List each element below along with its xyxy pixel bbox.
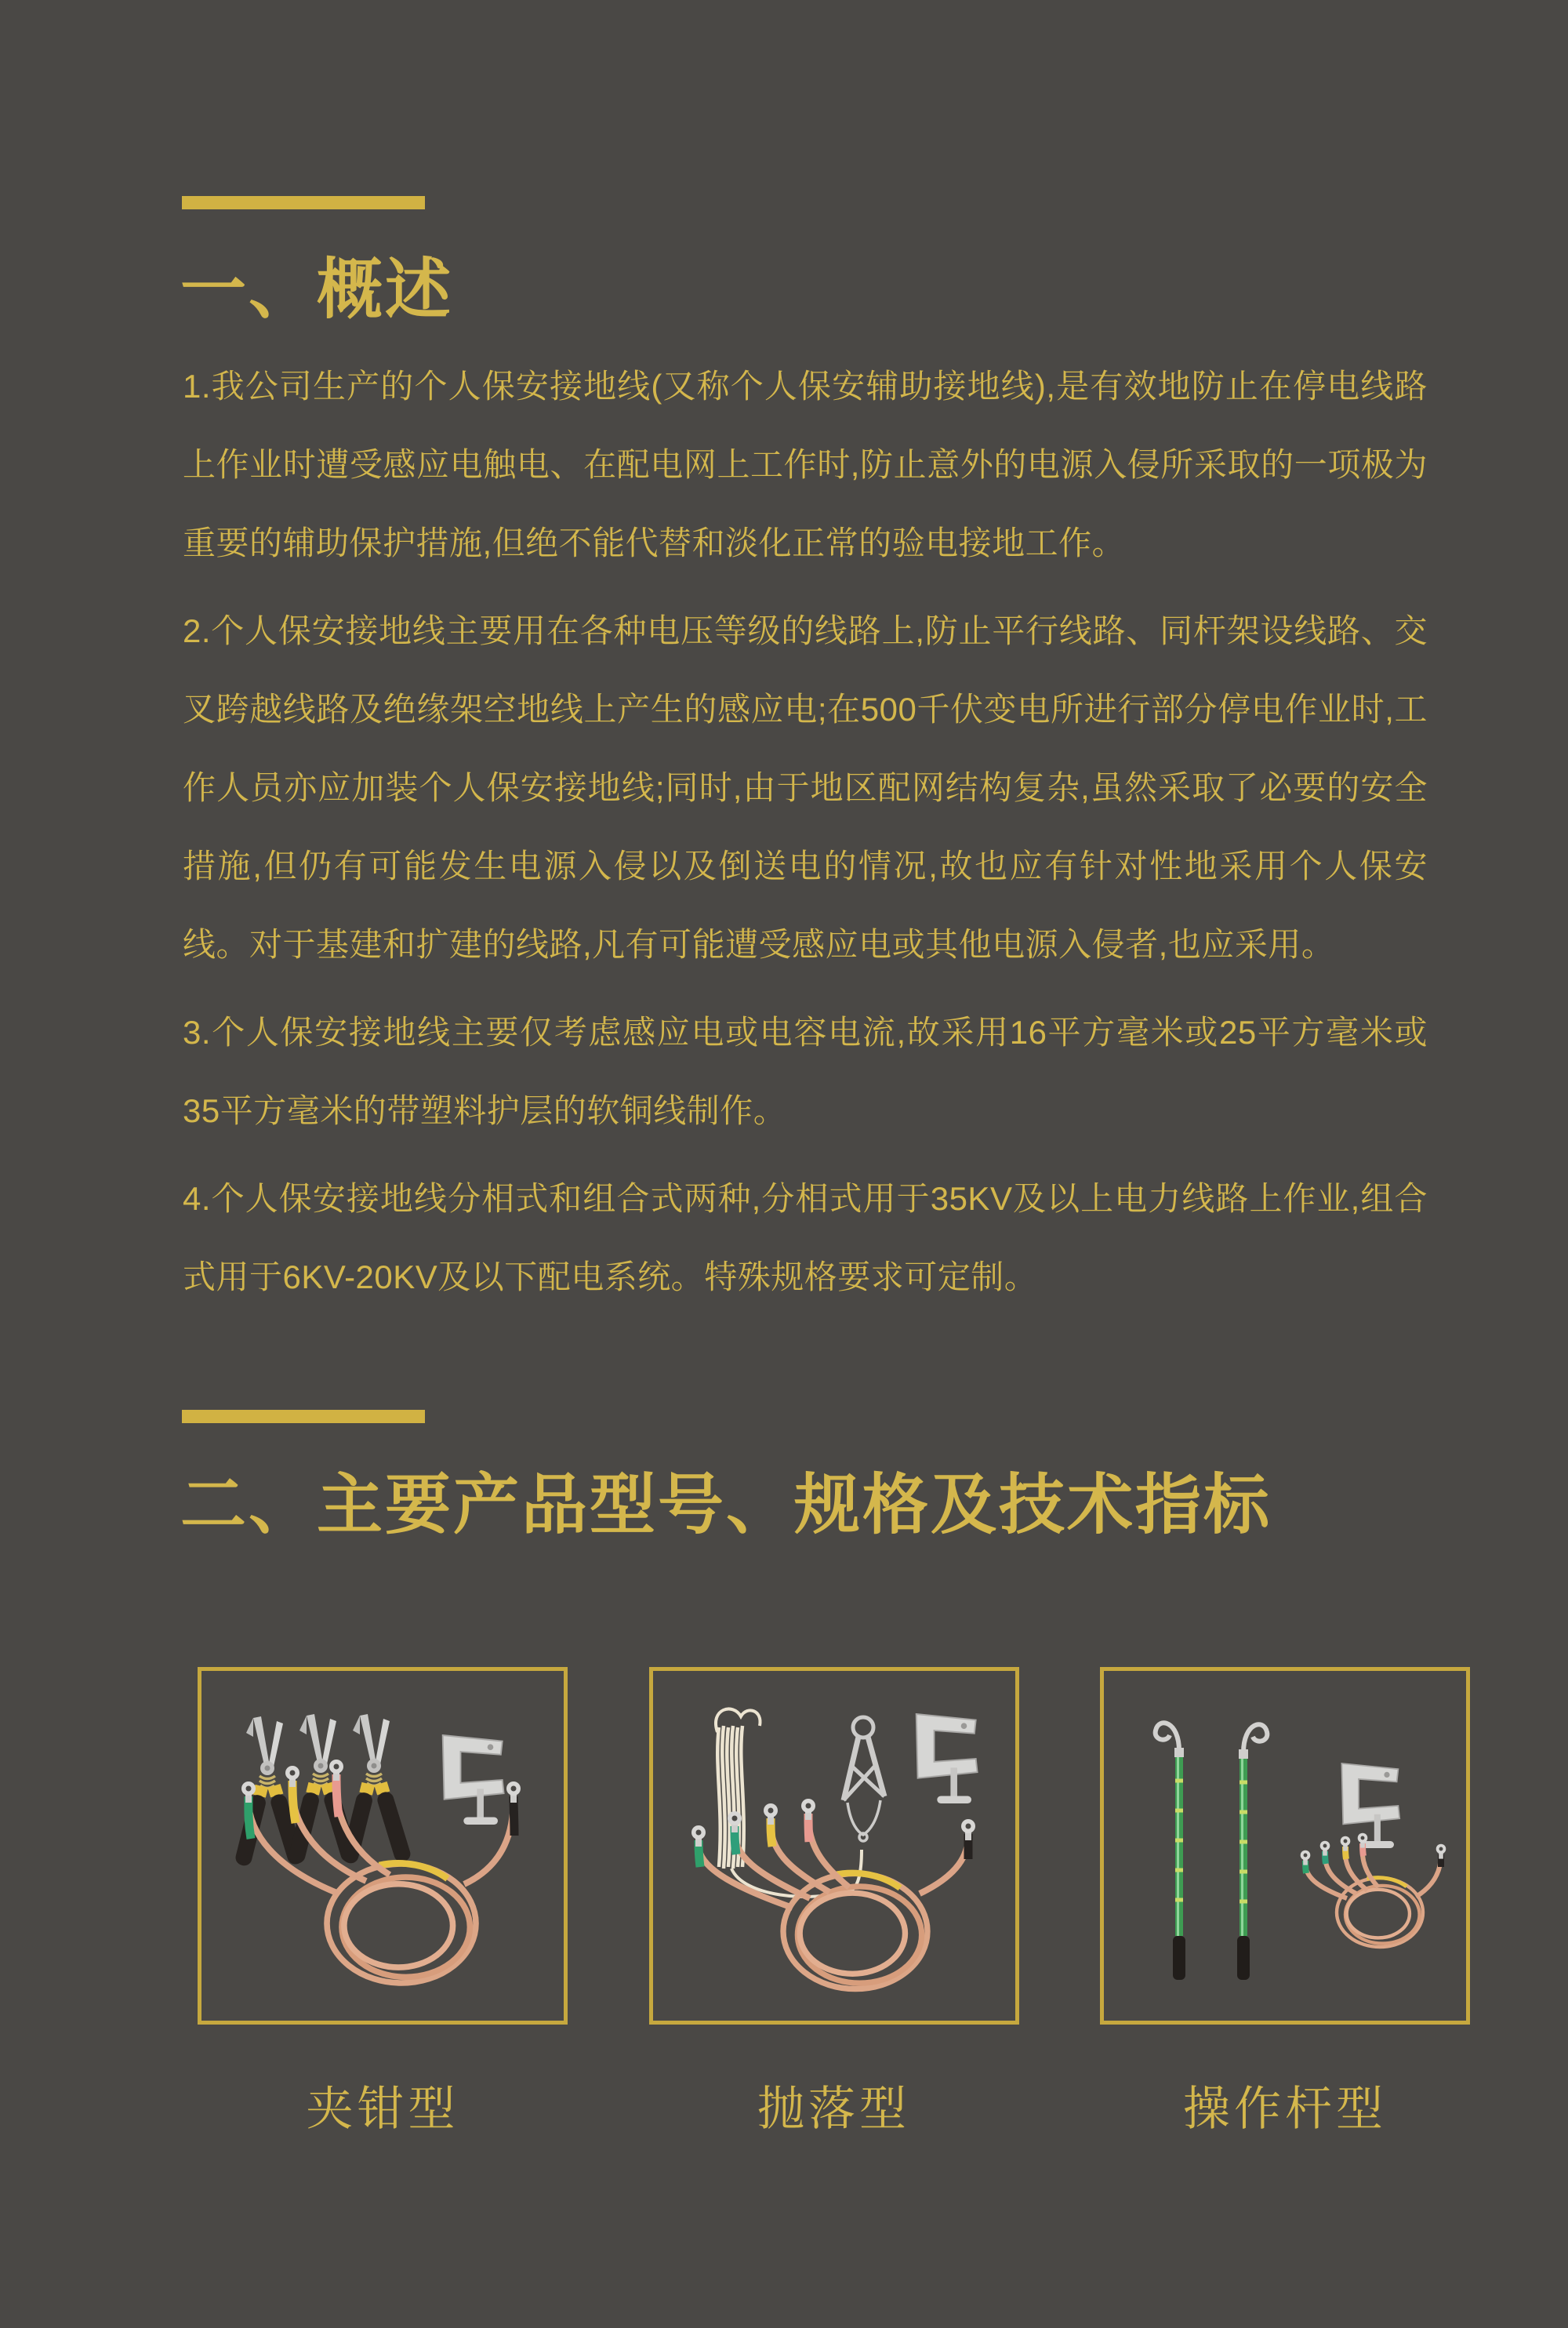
overview-paragraph-2: 2.个人保安接地线主要用在各种电压等级的线路上,防止平行线路、同杆架设线路、交叉跨越线路及绝缘架空地线上产生的感应电;在500千伏变电所进行部分停电作业时,工作人员亦应加装个人保安接地线;同时,由于地区配网结构复杂,虽然采取了必要的安全措施,但仍有可能发生电源入侵以及倒送电的情况,故也应有针对性地采用个人保安线。对于基建和扩建的线路,凡有可能遭受感应电或其他电源入侵者,也应采用。: [183, 612, 1428, 963]
alligator-clamp-icon: [234, 1714, 412, 1867]
products-heading: 二、主要产品型号、规格及技术指标: [180, 1468, 1272, 1542]
product-image-rod-type: [1100, 1667, 1470, 2025]
product-gallery: [198, 1667, 1470, 2139]
throw-type-illustration: [653, 1671, 1015, 2021]
product-label: 夹钳型: [306, 2083, 459, 2135]
ground-clamp-icon: [1341, 1763, 1399, 1848]
product-card-clamp-type: [198, 1667, 568, 2139]
copper-cable-coil-icon: [1301, 1833, 1446, 1947]
product-image-clamp-type: [198, 1667, 568, 2025]
copper-cable-coil-icon: [691, 1799, 975, 1989]
ground-clamp-icon: [443, 1735, 504, 1825]
throw-rope-icon: [715, 1709, 861, 1896]
section-divider-bar: [182, 1410, 425, 1423]
ground-clamp-icon: [916, 1714, 977, 1803]
product-card-rod-type: [1100, 1667, 1470, 2139]
clamp-type-illustration: [201, 1671, 564, 2021]
overview-heading: 一、概述: [180, 252, 454, 326]
overview-paragraph-4: 4.个人保安接地线分相式和组合式两种,分相式用于35KV及以上电力线路上作业,组合式用于6KV-20KV及以下配电系统。特殊规格要求可定制。: [183, 1180, 1428, 1295]
section-divider-bar: [182, 196, 425, 209]
product-image-throw-type: [649, 1667, 1019, 2025]
rod-type-illustration: [1104, 1671, 1466, 2021]
product-card-throw-type: [649, 1667, 1019, 2139]
overview-paragraph-1: 1.我公司生产的个人保安接地线(又称个人保安辅助接地线),是有效地防止在停电线路上作业时遭受感应电触电、在配电网上工作时,防止意外的电源入侵所采取的一项极为重要的辅助保护措施,但绝不能代替和淡化正常的验电接地工作。: [183, 368, 1428, 561]
throw-hook-clamp-icon: [844, 1717, 884, 1841]
product-label: 抛落型: [757, 2083, 910, 2135]
insulated-pole-icon: [1156, 1723, 1268, 1980]
overview-paragraph-3: 3.个人保安接地线主要仅考虑感应电或电容电流,故采用16平方毫米或25平方毫米或35平方毫米的带塑料护层的软铜线制作。: [183, 1014, 1428, 1129]
overview-paragraphs: [183, 347, 1428, 1326]
product-label: 操作杆型: [1183, 2083, 1387, 2135]
